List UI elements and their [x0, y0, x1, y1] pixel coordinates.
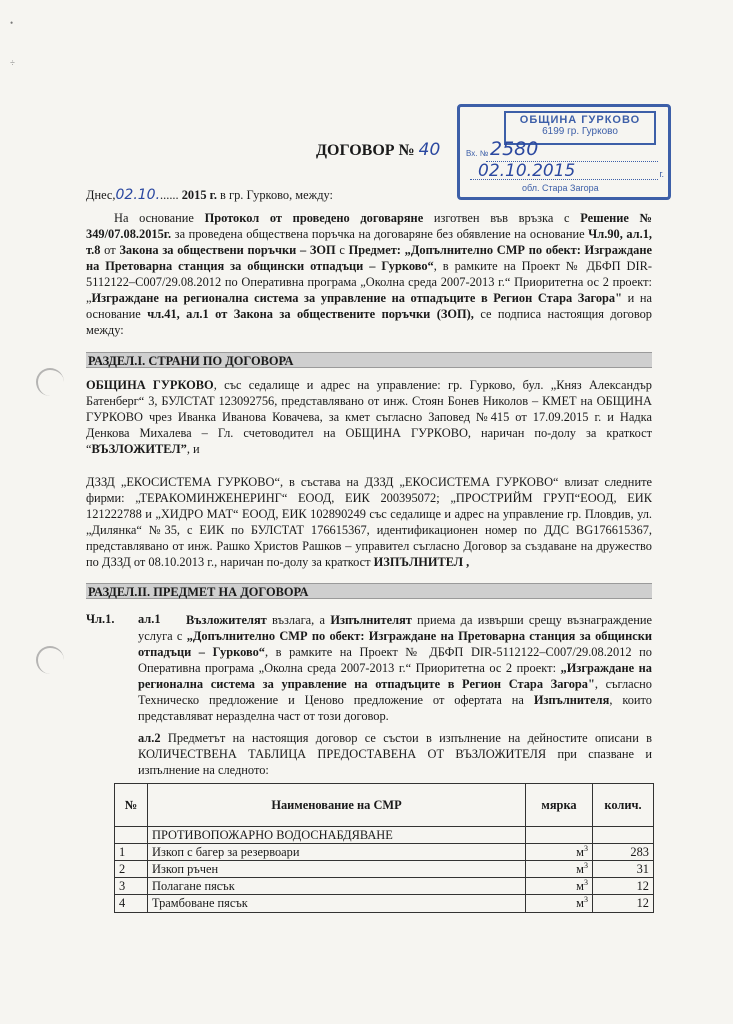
party1-run: ВЪЗЛОЖИТЕЛ” — [91, 442, 187, 456]
margin-mark: • — [10, 18, 14, 28]
al1-run: , в рамките на Проект № ДБФП DIR-5112122–С007/29.08.2012 по Оперативна програма „Околна среда 2007-2013 г.“ Приоритетна ос 2 проект: — [138, 645, 652, 675]
cell-unit — [526, 844, 593, 861]
preamble-run: Чл.90, ал.1, т.8 — [86, 227, 652, 257]
party1-run: , и — [186, 442, 200, 456]
al2-run: Предметът на настоящия договор се състои в изпълнение на дейностите описани в КОЛИЧЕСТВЕНА ТАБЛИЦА ПРЕДОСТАВЕНА ОТ ВЪЗЛОЖИТЕЛЯ при спазване и изпълнение на следното: — [138, 731, 652, 777]
cell-unit — [526, 861, 593, 878]
party1-run: ОБЩИНА ГУРКОВО — [86, 378, 214, 392]
party-contracting-authority — [86, 377, 652, 457]
party1-run: , със седалище и адрес на управление: гр. Гурково, бул. „Княз Александър Батенберг“ 3, БУЛСТАТ 123092756, представлявано от инж. Стоян Бонев Николов – КМЕТ на ОБЩИНА ГУРКОВО чрез Иванка Иванова Ковачева, за кмет съгласно Заповед №415 от 17.09.2015 г. и Надка Денкова Михалева – Гл. счетоводител на ОБЩИНА ГУРКОВО, наричан по-долу за краткост “ — [86, 378, 652, 456]
preamble-run: Решение № 349/07.08.2015г. — [86, 211, 652, 241]
col-header-name: Наименование на СМР — [148, 784, 526, 827]
table-row — [115, 878, 654, 895]
unit-label: м — [576, 879, 584, 894]
preamble-run: се подписа настоящия договор между: — [86, 307, 652, 337]
intro-date-handwritten: 02.10. — [115, 187, 161, 203]
preamble-run: , в рамките на Проект № ДБФП DIR-5112122–С007/29.08.2012 по Оперативна програма „Околна среда 2007-2013 г.“ Приоритетна ос 2 проект: „ — [86, 259, 652, 305]
stamp-number-label: Вх. № — [466, 149, 489, 158]
article-1-paragraph-1 — [138, 612, 652, 724]
col-header-quantity: колич. — [593, 784, 654, 827]
punch-hole — [36, 368, 64, 396]
table-group-row — [115, 827, 654, 844]
stamp-region: обл. Стара Загора — [522, 183, 599, 193]
stamp-line — [470, 179, 658, 180]
intro-pre: Днес, — [86, 188, 116, 202]
al1-run: Изпълнителят — [330, 613, 412, 627]
article-paragraph-number: ал.1 — [138, 612, 161, 626]
preamble-run: чл.41, ал.1 от Закона за обществените поръчки (ЗОП), — [147, 307, 474, 321]
unit-label: м — [576, 845, 584, 860]
cell-number: 4 — [115, 895, 148, 912]
cell-quantity: 31 — [593, 861, 654, 878]
punch-hole — [36, 646, 64, 674]
al1-run: , съгласно Техническо предложение и Ценово предложение от офертата на — [138, 677, 652, 707]
intro-year: 2015 г. — [181, 188, 217, 202]
preamble-run: с — [335, 243, 349, 257]
intro-dots: ...... — [160, 188, 179, 202]
unit-exponent: 3 — [584, 895, 588, 905]
unit-exponent: 3 — [584, 844, 588, 853]
group-title: ПРОТИВОПОЖАРНО ВОДОСНАБДЯВАНЕ — [148, 827, 526, 844]
registration-stamp — [457, 104, 671, 200]
cell-unit — [526, 878, 593, 895]
stamp-org: ОБЩИНА ГУРКОВО — [519, 114, 641, 126]
quantities-table — [114, 783, 654, 913]
table-row — [115, 844, 654, 861]
stamp-town: 6199 гр. Гурково — [542, 126, 618, 137]
document-title — [316, 140, 440, 160]
al1-run: Възложителят — [186, 613, 267, 627]
preamble-run: Изграждане на регионална система за управление на отпадъците в Регион Стара Загора" — [91, 291, 622, 305]
cell-number: 2 — [115, 861, 148, 878]
contract-number: 40 — [418, 140, 441, 160]
col-header-number: № — [115, 784, 148, 827]
cell-name: Изкоп с багер за резервоари — [148, 844, 526, 861]
unit-label: м — [576, 862, 584, 877]
margin-mark: ÷ — [10, 58, 15, 68]
cell-name: Полагане пясък — [148, 878, 526, 895]
stamp-number: 2580 — [490, 138, 539, 160]
al1-run: приема да извърши срещу възнаграждение услуга с — [138, 613, 653, 643]
preamble-run: изготвен във връзка с — [423, 211, 581, 225]
stamp-year-suffix: г. — [659, 169, 664, 179]
party2-run: ИЗПЪЛНИТЕЛ , — [373, 555, 470, 569]
title-label: ДОГОВОР № — [316, 142, 415, 159]
intro-line — [86, 187, 652, 203]
preamble-run: от — [100, 243, 120, 257]
cell-quantity: 12 — [593, 895, 654, 912]
al1-run: Изпълнителя — [533, 693, 610, 707]
table-row — [115, 861, 654, 878]
cell-quantity: 283 — [593, 844, 654, 861]
preamble-paragraph — [86, 210, 652, 338]
cell-unit — [526, 895, 593, 912]
section-heading-parties: РАЗДЕЛ.I. СТРАНИ ПО ДОГОВОРА — [86, 352, 652, 368]
unit-label: м — [576, 896, 584, 911]
preamble-run: Предмет: „Допълнително СМР по обект: Изграждане на Претоварна станция за общински отпадъци – Гурково“ — [86, 243, 652, 273]
cell-number: 1 — [115, 844, 148, 861]
unit-exponent: 3 — [584, 878, 588, 888]
unit-exponent: 3 — [584, 861, 588, 871]
cell-quantity: 12 — [593, 878, 654, 895]
preamble-run: Закона за обществени поръчки – ЗОП — [119, 243, 336, 257]
preamble-run: и на основание — [86, 291, 652, 321]
al1-run: „Допълнително СМР по обект: Изграждане на Претоварна станция за общински отпадъци – Гурково“ — [138, 629, 652, 659]
al1-run: „Изграждане на регионална система за управление на отпадъците в Регион Стара Загора" — [138, 661, 652, 691]
cell-number: 3 — [115, 878, 148, 895]
intro-post: в гр. Гурково, между: — [216, 188, 333, 202]
table-row — [115, 895, 654, 912]
party2-run: ДЗЗД „ЕКОСИСТЕМА ГУРКОВО“, в състава на ДЗЗД „ЕКОСИСТЕМА ГУРКОВО“ влизат следните фирми: „ТЕРАКОМИНЖЕНЕРИНГ“ ЕООД, ЕИК 200395072; „ПРОСТРИЙМ ГРУП“ЕООД, ЕИК 121222788 и „ХИДРО МАТ“ ЕООД, ЕИК 102890249 със седалище и адрес на управление гр. Пловдив, ул. „Дилянка“ №35, с ЕИК по БУЛСТАТ 176615367, идентификационен номер по ДДС BG176615367, представлявано от инж. Рашко Христов Рашков – управител съгласно Договор за създаване на дружество по ДЗЗД от 08.10.2013 г., наричан по-долу за краткост — [86, 475, 652, 569]
col-header-unit: мярка — [526, 784, 593, 827]
preamble-run: На основание — [114, 211, 205, 225]
party-contractor — [86, 474, 652, 570]
table-header-row — [115, 784, 654, 827]
preamble-run: за проведена обществена поръчка на договаряне без обявление на основание — [171, 227, 589, 241]
cell-name: Изкоп ръчен — [148, 861, 526, 878]
al1-run: , които представляват неразделна част от този договор. — [138, 693, 653, 723]
article-number: Чл.1. — [86, 612, 115, 626]
al2-run: ал.2 — [138, 731, 161, 745]
al1-run: възлага, а — [266, 613, 331, 627]
stamp-date: 02.10.2015 — [478, 161, 576, 181]
cell-name: Трамбоване пясък — [148, 895, 526, 912]
article-1-paragraph-2 — [138, 730, 652, 778]
section-heading-subject: РАЗДЕЛ.II. ПРЕДМЕТ НА ДОГОВОРА — [86, 583, 652, 599]
preamble-run: Протокол от проведено договаряне — [204, 211, 424, 225]
